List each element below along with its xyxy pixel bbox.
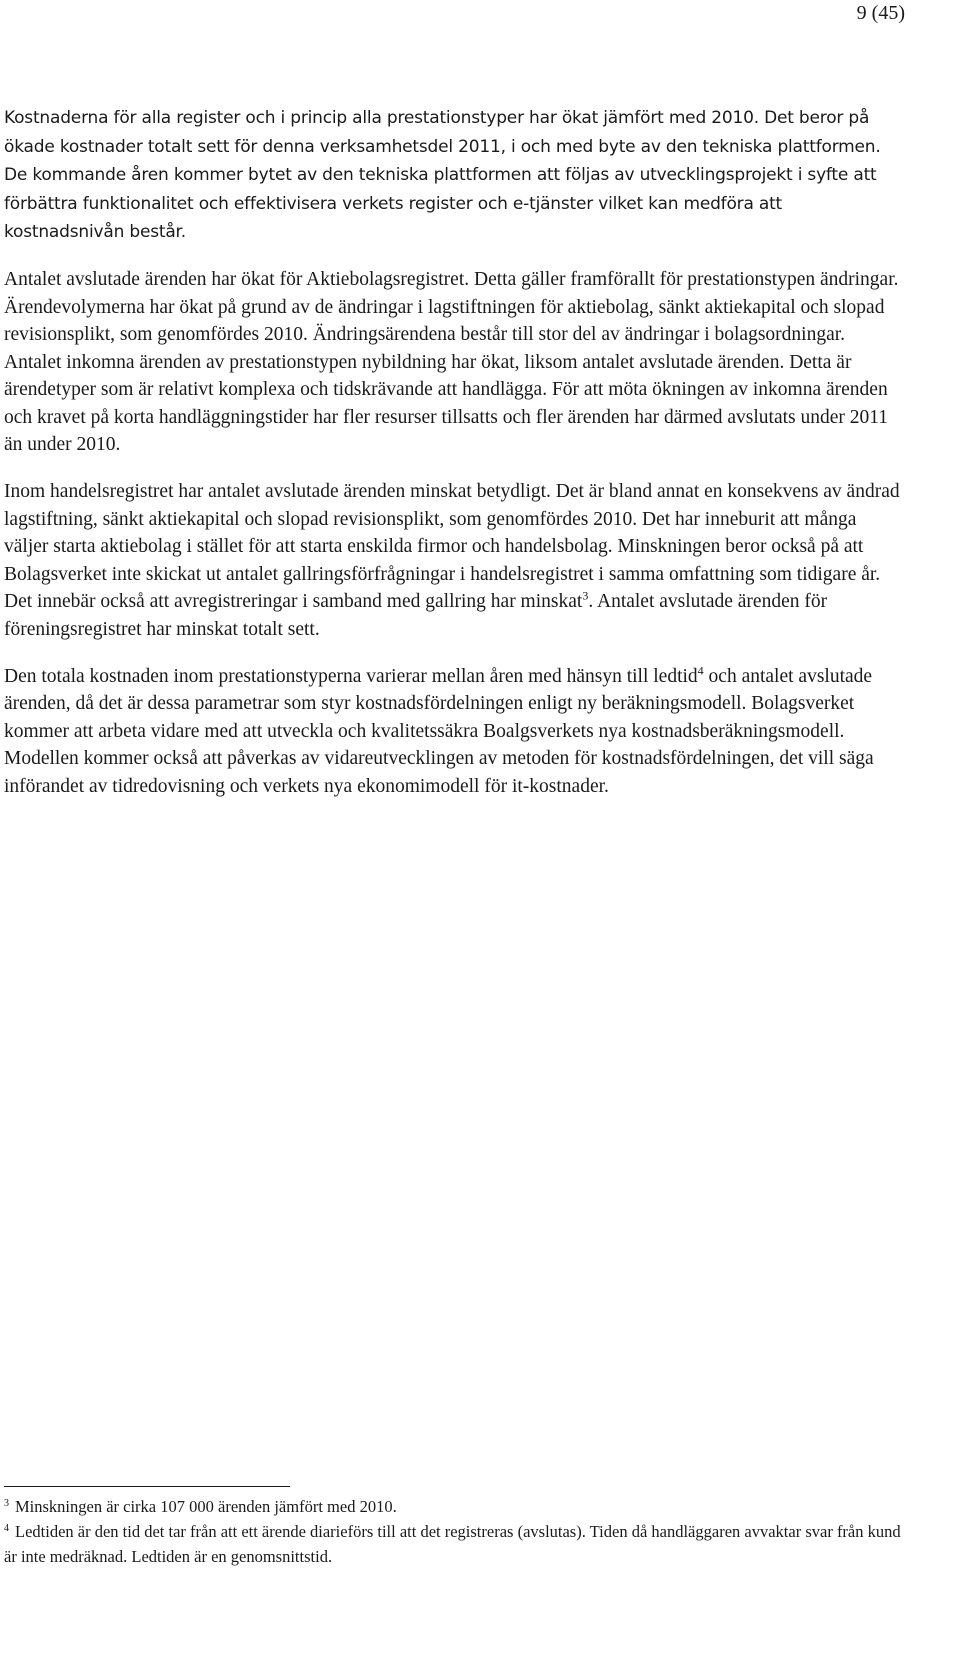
footnote-4 [4, 1519, 904, 1569]
body-text [4, 104, 904, 820]
footnote-3 [4, 1494, 904, 1519]
footnote-text: Ledtiden är den tid det tar från att ett ärende diarieförs till att det registreras (avslutas). Tiden då handläggaren avvaktar svar från kund är inte medräknad. Ledtiden är en genomsnittstid. [4, 1522, 901, 1566]
paragraph-handelsregister-tail: . Antalet avslutade ärenden för föreningsregistret har minskat totalt sett. [4, 591, 828, 640]
footnote-ref-3[interactable]: 3 [582, 588, 589, 603]
paragraph-aktiebolag: Antalet avslutade ärenden har ökat för Aktiebolagsregistret. Detta gäller framförallt för prestationstypen ändringar. Ärendevolymerna har ökat på grund av de ändringar i lagstiftningen för aktiebolag, sänkt aktiekapital och slopad revisionsplikt, som genomfördes 2010. Ändringsärendena består till stor del av ändringar i bolagsordningar. Antalet inkomna ärenden av prestationstypen nybildning har ökat, liksom antalet avslutade ärenden. Detta är ärendetyper som är relativt komplexa och tidskrävande att handlägga. För att möta ökningen av inkomna ärenden och kravet på korta handläggningstider har fler resurser tillsatts och fler ärenden har därmed avslutats under 2011 än under 2010. [4, 269, 899, 455]
paragraph-costs-text: Kostnaderna för alla register och i princip alla prestationstyper har ökat jämfört med 2010. Det beror på ökade kostnader totalt sett för denna verksamhetsdel 2011, i och med byte av den tekniska plattformen. De kommande åren kommer bytet av den tekniska plattformen att följas av utvecklingsprojekt i syfte att förbättra funktionalitet och effektivisera verkets register och e-tjänster vilket kan medföra att kostnadsnivån består. [4, 108, 881, 242]
paragraph-total-cost-text: Den totala kostnaden inom prestationstyperna varierar mellan åren med hänsyn till ledtid [4, 665, 698, 687]
footnote-mark: 4 [4, 1522, 9, 1534]
paragraph-costs [4, 104, 904, 247]
paragraph-handelsregister [4, 478, 904, 643]
footnote-mark: 3 [4, 1497, 9, 1509]
footnote-text: Minskningen är cirka 107 000 ärenden jämfört med 2010. [15, 1497, 397, 1516]
footnote-ref-4[interactable]: 4 [697, 663, 704, 677]
paragraph-total-cost [4, 663, 904, 801]
footnotes [4, 1494, 904, 1569]
page-number: 9 (45) [856, 2, 905, 24]
paragraph-total-cost-tail: och antalet avslutade ärenden, då det är dessa parametrar som styr kostnadsfördelningen enligt ny beräkningsmodell. Bolagsverket kommer att arbeta vidare med att utveckla och kvalitetssäkra Boalgsverkets nya kostnadsberäkningsmodell. Modellen kommer också att påverkas av vidareutvecklingen av metoden för kostnadsfördelningen, det vill säga införandet av tidredovisning och verkets nya ekonomimodell för it-kostnader. [4, 665, 874, 797]
paragraph-handelsregister-text: Inom handelsregistret har antalet avslutade ärenden minskat betydligt. Det är bland annat en konsekvens av ändrad lagstiftning, sänkt aktiekapital och slopad revisionsplikt, som genomfördes 2010. Det har inneburit att många väljer starta aktiebolag i stället för att starta enskilda firmor och handelsbolag. Minskningen beror också på att Bolagsverket inte skickat ut antalet gallringsförfrågningar i handelsregistret i samma omfattning som tidigare år. Det innebär också att avregistreringar i samband med gallring har minskat [4, 481, 900, 612]
footnote-separator [4, 1486, 290, 1487]
